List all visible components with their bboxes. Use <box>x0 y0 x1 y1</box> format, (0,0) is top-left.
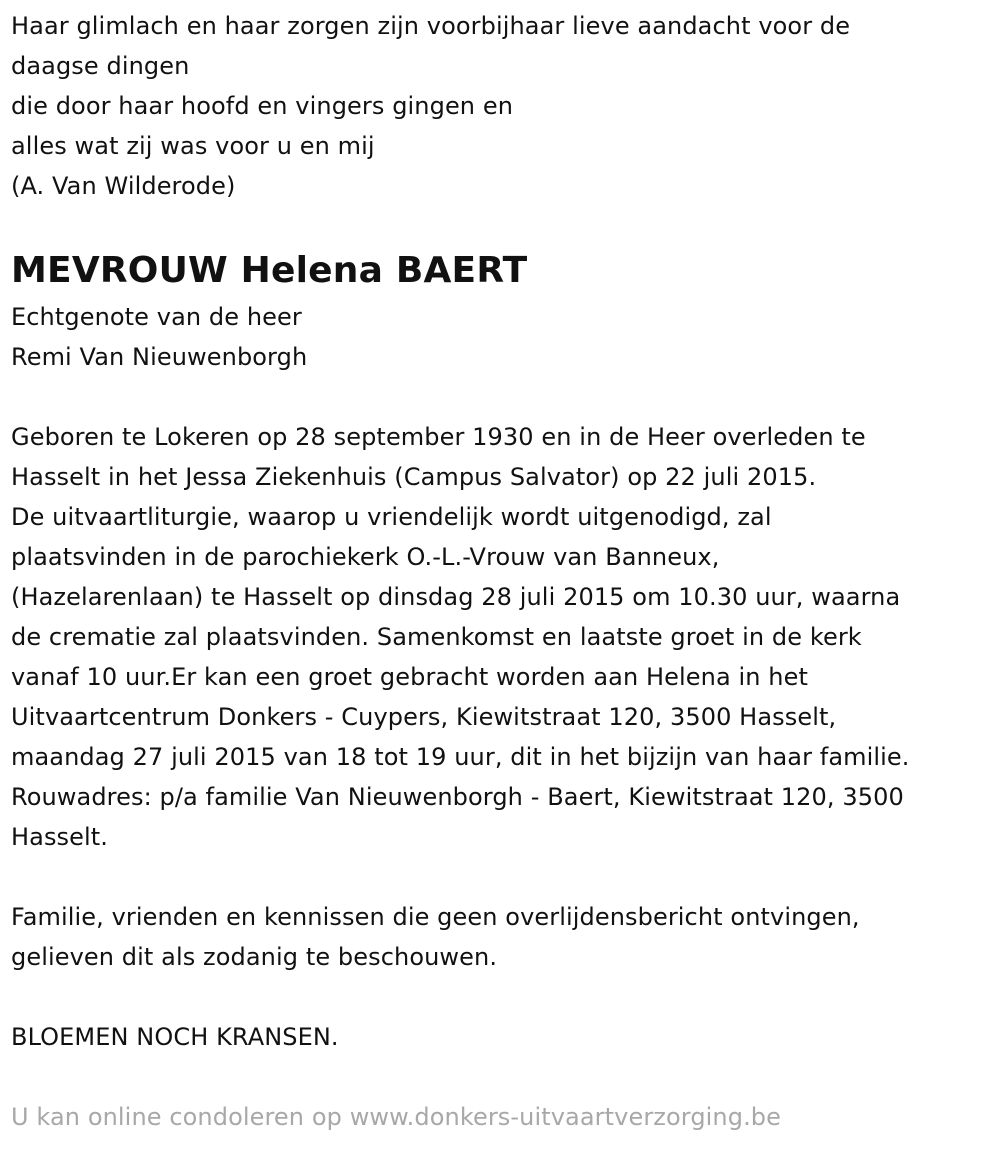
announcement-line: Uitvaartcentrum Donkers - Cuypers, Kiewitstraat 120, 3500 Hasselt, <box>11 703 837 731</box>
notice-line: Familie, vrienden en kennissen die geen overlijdensbericht ontvingen, <box>11 903 860 931</box>
poem-line: alles wat zij was voor u en mij <box>11 132 375 160</box>
spacer <box>11 977 996 1017</box>
spacer <box>11 857 996 897</box>
poem-author: (A. Van Wilderode) <box>11 172 236 200</box>
notice-block <box>11 897 996 977</box>
announcement-line: de crematie zal plaatsvinden. Samenkomst en laatste groet in de kerk <box>11 623 862 651</box>
announcement-line: maandag 27 juli 2015 van 18 tot 19 uur, dit in het bijzijn van haar familie. <box>11 743 910 771</box>
spouse-block <box>11 297 996 377</box>
announcement-line: De uitvaartliturgie, waarop u vriendelijk wordt uitgenodigd, zal <box>11 503 772 531</box>
poem-line: daagse dingen <box>11 52 190 80</box>
announcement-line: Rouwadres: p/a familie Van Nieuwenborgh - Baert, Kiewitstraat 120, 3500 <box>11 783 904 811</box>
spacer <box>11 377 996 417</box>
announcement-line: plaatsvinden in de parochiekerk O.-L.-Vrouw van Banneux, <box>11 543 720 571</box>
flowers-notice: BLOEMEN NOCH KRANSEN. <box>11 1023 339 1051</box>
poem-line: die door haar hoofd en vingers gingen en <box>11 92 514 120</box>
announcement-line: (Hazelarenlaan) te Hasselt op dinsdag 28 juli 2015 om 10.30 uur, waarna <box>11 583 901 611</box>
announcement-line: Geboren te Lokeren op 28 september 1930 en in de Heer overleden te <box>11 423 866 451</box>
obituary-document <box>11 6 996 1137</box>
deceased-name: MEVROUW Helena BAERT <box>11 250 528 291</box>
poem-block <box>11 6 996 206</box>
announcement-line: Hasselt in het Jessa Ziekenhuis (Campus Salvator) op 22 juli 2015. <box>11 463 817 491</box>
spacer <box>11 1057 996 1097</box>
spouse-line: Remi Van Nieuwenborgh <box>11 343 308 371</box>
announcement-line: Hasselt. <box>11 823 109 851</box>
online-condolence-note: U kan online condoleren op www.donkers-uitvaartverzorging.be <box>11 1103 781 1131</box>
announcement-line: vanaf 10 uur.Er kan een groet gebracht worden aan Helena in het <box>11 663 808 691</box>
announcement-block <box>11 417 996 857</box>
poem-line: Haar glimlach en haar zorgen zijn voorbijhaar lieve aandacht voor de <box>11 12 851 40</box>
spouse-line: Echtgenote van de heer <box>11 303 302 331</box>
notice-line: gelieven dit als zodanig te beschouwen. <box>11 943 498 971</box>
